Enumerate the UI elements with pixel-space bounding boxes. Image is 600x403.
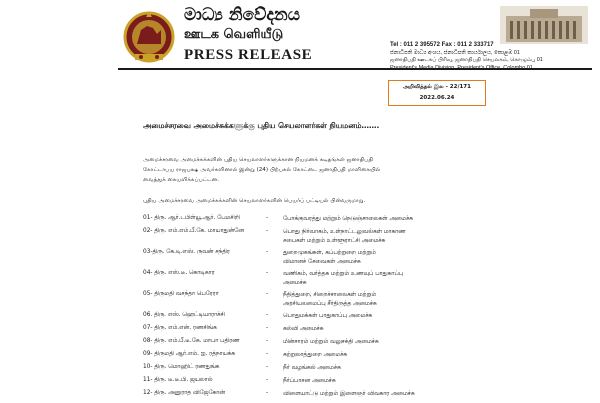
- intro-line-2: கோட்டாபய ராஜபக்ஷ அவர்களினால் இன்று (24) பிற்பகல் கோட்டை ஜனாதிபதி மாளிகையில்: [143, 167, 381, 173]
- list-item: [143, 312, 583, 325]
- contact-line-sinhala: ජනාධිපති මාධ්‍ය අංශය, ජනාධිපති කාර්යාලය, කොළඹ 01: [390, 49, 520, 56]
- sri-lanka-emblem-icon: [123, 8, 175, 66]
- ministry-line-2: சபைகள் மற்றும் உள்ளூராட்சி அமைச்சு: [283, 238, 386, 244]
- list-item: [143, 215, 583, 228]
- ministry-line-2: அமைச்சு: [283, 280, 307, 286]
- ministry-line-2: அரசியலமைப்பு சீர்திருத்த அமைச்சு: [283, 301, 377, 307]
- ministry-name: மின்சாரம் மற்றும் வலுசக்தி அமைச்சு: [283, 339, 379, 345]
- contact-line-tamil: ஜனாதிபதி ஊடகப் பிரிவு, ஜனாதிபதி செயலகம், கொழும்பு 01: [390, 57, 543, 64]
- separator-dash: -: [266, 351, 269, 357]
- separator-dash: -: [266, 228, 269, 234]
- ministry-name: சுற்றுலாத்துறை அமைச்சு: [283, 352, 348, 358]
- list-item: [143, 291, 583, 312]
- list-item: [143, 377, 583, 390]
- presidential-building-icon: [500, 6, 588, 44]
- ministry-name: நீர் வழங்கல் அமைச்சு: [283, 365, 341, 371]
- reference-date: 2022.06.24: [419, 95, 455, 101]
- secretary-name: 07- திரு. எம்.என். ரணசிங்க: [143, 325, 217, 331]
- secretary-name: 11- திரு. டீ.டீ.பி. ஜயலால்: [143, 377, 213, 383]
- list-item: [143, 338, 583, 351]
- secretary-name: 06. திரு. எஸ். ஹெட்டியாராச்சி: [143, 312, 225, 318]
- title-english: PRESS RELEASE: [184, 47, 313, 63]
- ministry-name: பொதுமக்கள் பாதுகாப்பு அமைச்சு: [283, 313, 373, 319]
- intro-paragraph: [143, 155, 478, 185]
- secretary-name: 10- திரு. மொஹிட் ரணதுங்க: [143, 364, 220, 370]
- separator-dash: -: [266, 338, 269, 344]
- list-item: [143, 364, 583, 377]
- separator-dash: -: [266, 377, 269, 383]
- ministry-name: போக்குவரத்து மற்றும் நெடுஞ்சாலைகள் அமைச்சு: [283, 216, 413, 222]
- ministry-line-1: நீதித்துறை, சிறைச்சாலைகள் மற்றும்: [283, 292, 377, 298]
- separator-dash: -: [266, 215, 269, 221]
- intro-line-1: அமைச்சரவை அமைச்சுக்களின் புதிய செயலாளர்களுக்கான நியமனக் கடிதங்கள் ஜனாதிபதி: [143, 157, 374, 163]
- separator-dash: -: [266, 390, 269, 396]
- separator-dash: -: [266, 312, 269, 318]
- ministry-name: [283, 270, 403, 288]
- secretary-name: 08- திரு. எம்.பீ.டீ.கே. மாபா பதிரண: [143, 338, 240, 344]
- separator-dash: -: [266, 291, 269, 297]
- ministry-line-2: விமானச் சேவைகள் அமைச்சு: [283, 259, 361, 265]
- list-item: [143, 249, 583, 270]
- ministry-line-1: பொது நிர்வாகம், உள்நாட்டலுவல்கள் மாகாண: [283, 229, 406, 235]
- appointments-list: [143, 215, 583, 403]
- list-intro-paragraph: புதிய அமைச்சரவை அமைச்சுக்களின் செயலாளர்களின் பெயர்ப் பட்டியல் பின்வருமாறு.: [143, 198, 366, 204]
- ministry-name: [283, 228, 406, 246]
- press-release-heading: அமைச்சரவை அமைச்சுக்களுக்கு புதிய செயலாளர்கள் நியமனம்…….: [143, 121, 380, 130]
- ministry-name: விளையாட்டு மற்றும் இளைஞர் விவகார அமைச்சு: [283, 391, 415, 397]
- title-tamil: ஊடக வெளியீடு: [184, 27, 284, 42]
- secretary-name: 02- திரு. எம்.எம்.பீ.கே. மாயாதுன்னே: [143, 228, 244, 234]
- secretary-name: 03-திரு. கே.டி.எஸ். ருவன் சந்திர: [143, 249, 230, 255]
- secretary-name: 05- திருமதி வசந்தா பெரேரா: [143, 291, 219, 297]
- secretary-name: 12- திரு. அனுராத விஜேகோன்: [143, 390, 225, 396]
- ministry-name: நீர்ப்பாசன அமைச்சு: [283, 378, 336, 384]
- header-divider: [118, 68, 592, 70]
- ministry-name: [283, 249, 376, 267]
- intro-line-3: வைத்துக் கையளிக்கப்பட்டன.: [143, 177, 219, 183]
- separator-dash: -: [266, 325, 269, 331]
- ministry-name: கல்வி அமைச்சு: [283, 326, 324, 332]
- list-item: [143, 228, 583, 249]
- list-item: [143, 325, 583, 338]
- contact-tel-fax: Tel : 011 2 395572 Fax : 011 2 333717: [390, 42, 494, 48]
- separator-dash: -: [266, 270, 269, 276]
- separator-dash: -: [266, 249, 269, 255]
- separator-dash: -: [266, 364, 269, 370]
- ministry-name: [283, 291, 377, 309]
- title-sinhala: මාධ්‍ය නිවේදනය: [184, 5, 300, 25]
- secretary-name: 01- திரு. ஆர்.டபிள்யூ.ஆர். பேமசிறி: [143, 215, 240, 221]
- secretary-name: 09- திருமதி ஆர்.எம். ஐ. ரத்நாயக்க: [143, 351, 236, 357]
- reference-number: அறிவித்தல் இல - 22/171: [403, 84, 471, 90]
- reference-box: [388, 80, 486, 106]
- list-item: [143, 390, 583, 403]
- secretary-name: 04- திரு. எஸ்.டீ. கொடிகார: [143, 270, 215, 276]
- list-item: [143, 351, 583, 364]
- list-item: [143, 270, 583, 291]
- ministry-line-1: துறைமுகங்கள், கப்பற்றுறை மற்றும்: [283, 250, 376, 256]
- ministry-line-1: வணிகம், வர்த்தக மற்றும் உணவுப் பாதுகாப்பு: [283, 271, 403, 277]
